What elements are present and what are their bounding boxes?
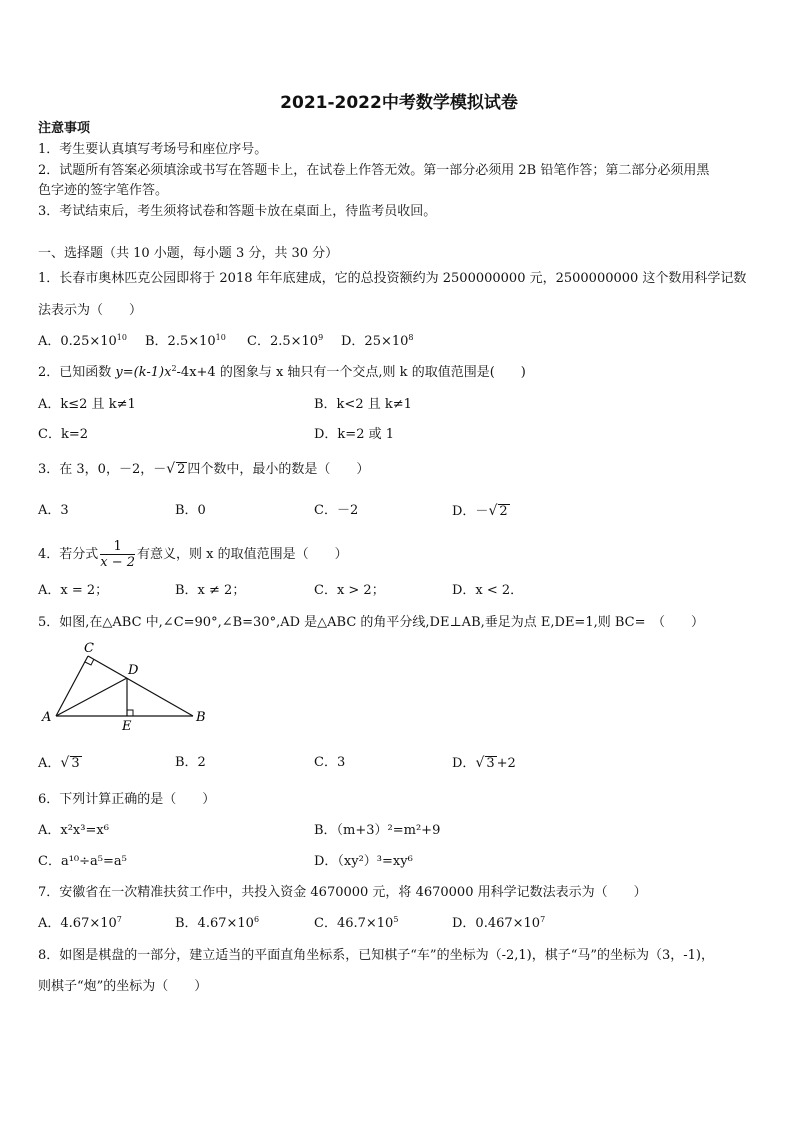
- q5-stem: 5．如图,在△ABC 中,∠C=90°,∠B=30°,AD 是△ABC 的角平分线,DE⊥AB,垂足为点 E,DE=1,则 BC= （ ）: [38, 615, 704, 630]
- q4-option-b: B．x ≠ 2；: [175, 583, 246, 598]
- q1-option-b: B．$2.5\times 10^{10}$: [145, 333, 226, 349]
- section-heading: 一、选择题（共 10 小题，每小题 3 分，共 30 分）: [38, 246, 339, 261]
- sqrt-symbol: √: [475, 755, 485, 771]
- q2-option-d: D．k=2 或 1: [314, 427, 394, 442]
- sqrt-symbol: √: [166, 461, 176, 477]
- q6-stem: 6．下列计算正确的是（ ）: [38, 792, 216, 807]
- side-cb: [88, 656, 193, 716]
- q1-option-a: A．$0.25\times 10^{10}$: [38, 333, 127, 349]
- fraction: $\frac{1}{x - 2}$: [100, 539, 136, 570]
- label-b: B: [196, 710, 206, 725]
- q7-option-d: D．$0.467\times 10^7$: [452, 915, 546, 931]
- q7-option-a: A．$4.67\times 10^7$: [38, 915, 122, 931]
- q2-option-c: C．k=2: [38, 427, 88, 442]
- q3-option-d: D．－√ 2: [452, 503, 508, 519]
- q1-stem-cont: 法表示为（ ）: [38, 303, 143, 318]
- q6-option-c: C．a¹⁰÷a⁵=a⁵: [38, 854, 127, 869]
- notice-item-2: 2．试题所有答案必须填涂或书写在答题卡上，在试卷上作答无效。第一部分必须用 2B 铅笔作答；第二部分必须用黑: [38, 163, 710, 178]
- q1-option-d: D．$25\times 10^8$: [341, 333, 414, 349]
- q7-option-b: B．$4.67\times 10^6$: [175, 915, 260, 931]
- q7-stem: 7．安徽省在一次精准扶贫工作中，共投入资金 4670000 元，将 4670000 用科学记数法表示为（ ）: [38, 885, 647, 900]
- q3-option-c: C．－2: [314, 503, 359, 518]
- right-angle-mark-e: [127, 710, 133, 716]
- sqrt-symbol: √: [60, 755, 70, 771]
- q5-option-d: D．√ 3 +2: [452, 755, 516, 771]
- q3-option-b: B．0: [175, 503, 206, 518]
- triangle-figure: [38, 636, 218, 736]
- q2-stem: 2．已知函数 $y=(k-1)x^2-4x+4$ 的图象与 x 轴只有一个交点,则 k 的取值范围是( ): [38, 364, 526, 380]
- notice-heading: 注意事项: [38, 121, 91, 136]
- q4-stem: 4．若分式 $\frac{1}{x - 2}$ 有意义，则 x 的取值范围是（ ）: [38, 539, 348, 570]
- q6-option-d: D．（xy²）³=xy⁶: [314, 854, 413, 869]
- exam-title: 2021-2022中考数学模拟试卷: [280, 93, 518, 113]
- label-a: A: [42, 710, 52, 725]
- q5-option-b: B．2: [175, 755, 206, 770]
- notice-item-2-cont: 色字迹的签字笔作答。: [38, 183, 169, 198]
- notice-item-3: 3．考试结束后，考生须将试卷和答题卡放在桌面上，待监考员收回。: [38, 204, 437, 219]
- label-e: E: [122, 719, 132, 734]
- label-c: C: [84, 641, 94, 656]
- q8-stem-cont: 则棋子“炮”的坐标为（ ）: [38, 979, 208, 994]
- q5-option-c: C．3: [314, 755, 346, 770]
- q4-option-d: D．x < 2．: [452, 583, 524, 598]
- notice-item-1: 1．考生要认真填写考场号和座位序号。: [38, 142, 268, 157]
- sqrt-symbol: √: [488, 503, 498, 519]
- q3-option-a: A．3: [38, 503, 69, 518]
- q2-option-a: A．k≤2 且 k≠1: [38, 397, 136, 412]
- q7-option-c: C．$46.7\times 10^5$: [314, 915, 399, 931]
- q1-option-c: C．$2.5\times 10^9$: [247, 333, 324, 349]
- q3-stem: 3．在 3，0，－2，－√ 2 四个数中，最小的数是（ ）: [38, 461, 370, 477]
- q2-option-b: B．k<2 且 k≠1: [314, 397, 412, 412]
- q1-stem: 1．长春市奥林匹克公园即将于 2018 年年底建成，它的总投资额约为 2500000000 元，2500000000 这个数用科学记数: [38, 271, 747, 286]
- q5-option-a: A．√ 3: [38, 755, 80, 771]
- q6-option-a: A．x²x³=x⁶: [38, 823, 109, 838]
- q4-option-c: C．x > 2；: [314, 583, 385, 598]
- q8-stem: 8．如图是棋盘的一部分，建立适当的平面直角坐标系，已知棋子“车”的坐标为（-2,1)，棋子“马”的坐标为（3，-1)，: [38, 948, 715, 963]
- label-d: D: [128, 663, 139, 678]
- q6-option-b: B．（m+3）²=m²+9: [314, 823, 441, 838]
- q4-option-a: A．x = 2；: [38, 583, 109, 598]
